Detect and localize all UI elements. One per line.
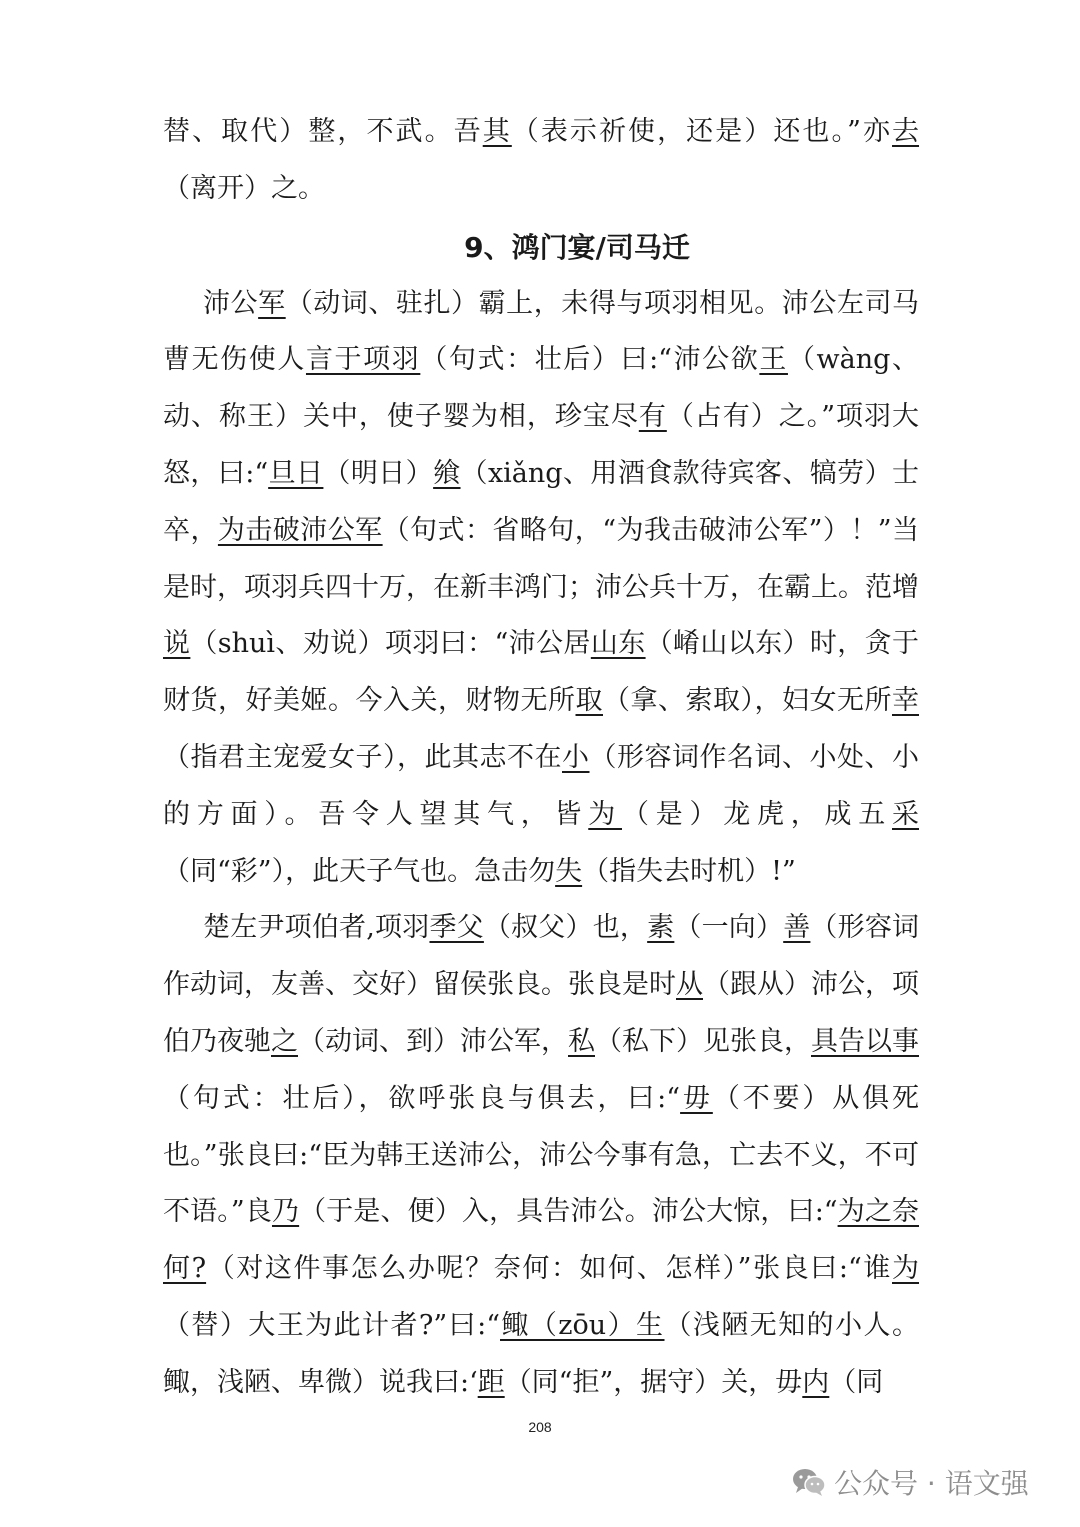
- text-run: （私下）见张良，: [595, 1025, 811, 1057]
- text-run: （不要）从俱死也。”张良曰:“臣为韩王送沛公，沛公今事有急，亡去不义，不可不语。”良: [163, 1082, 920, 1228]
- watermark-text: 公众号 · 语文强: [834, 1467, 1029, 1500]
- annotated-term: 去: [892, 116, 920, 147]
- annotated-term: 为: [892, 1253, 920, 1285]
- text-run: （一向）: [674, 912, 784, 944]
- text-run: 替、取代）整，不武。吾: [163, 116, 483, 147]
- text-run: （动词、到）沛公军，: [298, 1025, 568, 1057]
- text-run: （wàng、动、称王）关中，使子婴为相，珍宝尽: [163, 344, 920, 433]
- annotated-term: 取: [575, 685, 603, 717]
- text-run: （表示祈使，还是）还也。”亦: [511, 116, 893, 147]
- text-run: （明日）: [323, 457, 434, 489]
- annotated-term: 有: [638, 401, 667, 433]
- annotated-term: 小: [562, 741, 590, 773]
- text-run: （句式：壮后）曰:“沛公欲: [420, 344, 760, 376]
- text-run: （跟从）沛公，项伯乃夜驰: [163, 969, 919, 1057]
- text-run: （shuì、劝说）项羽曰：“沛公居: [190, 628, 591, 660]
- annotated-term: 私: [568, 1025, 595, 1057]
- annotated-term: 之: [271, 1025, 298, 1057]
- annotated-term: 季父: [429, 912, 484, 944]
- annotated-term: 素: [647, 912, 675, 944]
- annotated-term: 飨: [433, 457, 461, 489]
- text-run: 沛公: [203, 287, 259, 319]
- paragraph-1: [163, 276, 919, 901]
- annotated-term: 幸: [892, 685, 919, 717]
- watermark: [792, 1462, 1029, 1502]
- text-run: （句式：省略句，“为我击破沛公军”）！”当是时，项羽兵四十万，在新丰鸿门；沛公兵十万，在霸上。范增: [163, 514, 920, 603]
- annotated-term: 失: [555, 855, 583, 887]
- annotated-term: 毋: [680, 1082, 713, 1114]
- text-run: （同“拒”，据守）关，毋: [504, 1366, 803, 1398]
- annotated-term: 具告以事: [811, 1025, 919, 1057]
- annotated-term: 距: [477, 1366, 505, 1398]
- text-run: （对这件事怎么办呢？奈何：如何、怎样）”张良曰:“谁: [206, 1253, 893, 1285]
- annotated-term: 为之奈何?: [163, 1196, 919, 1285]
- annotated-term: 说: [163, 628, 191, 660]
- text-run: （句式：壮后），欲呼张良与俱去，曰:“: [163, 1082, 681, 1114]
- text-run: （叔父）也，: [483, 912, 648, 944]
- annotated-term: 为击破沛公军: [217, 514, 383, 546]
- wechat-icon: [792, 1467, 826, 1497]
- annotated-term: 山东: [590, 628, 646, 660]
- annotated-term: 旦日: [268, 457, 324, 489]
- annotated-term: 为: [588, 798, 622, 830]
- annotated-term: 善: [783, 912, 811, 944]
- text-run: （替）大王为此计者?”曰:“: [163, 1309, 500, 1341]
- annotated-term: 乃: [271, 1196, 300, 1228]
- page-number: 208: [528, 1419, 552, 1435]
- annotated-term: 从: [676, 969, 703, 1001]
- annotated-term: 军: [258, 287, 286, 319]
- section-title: 9、鸿门宴/司马迁: [464, 230, 690, 264]
- annotated-term: 鲰（zōu）生: [500, 1309, 665, 1341]
- annotated-term: 言于项羽: [305, 344, 421, 376]
- text-run: （同: [829, 1366, 884, 1398]
- text-run: （崤山以东）时，贪于财货，好美姬。今入关，财物无所: [163, 628, 920, 717]
- annotated-term: 其: [482, 116, 512, 147]
- text-run: （占有）之。”项羽大怒，曰:“: [163, 401, 920, 489]
- text-run: 楚左尹项伯者,项羽: [203, 912, 430, 944]
- text-run: （于是、便）入，具告沛公。沛公大惊，曰:“: [299, 1196, 838, 1228]
- paragraph-continued: [163, 104, 919, 218]
- annotated-term: 王: [759, 344, 788, 376]
- text-run: （形容词作动词，友善、交好）留侯张良。张良是时: [163, 912, 920, 1001]
- paragraph-2: [163, 900, 919, 1411]
- document-body: [163, 104, 919, 1412]
- text-run: （浅陋无知的小人。鲰，浅陋、卑微）说我曰:‘: [163, 1309, 919, 1398]
- text-run: （离开）之。: [163, 172, 325, 204]
- text-run: （拿、索取），妇女无所: [603, 685, 892, 717]
- text-run: （指君主宠爱女子），此其志不在: [163, 741, 562, 773]
- text-run: （动词、驻扎）霸上，未得与项羽相见。沛公左司马曹无伤使人: [163, 287, 920, 376]
- text-run: （xiǎng、用酒食款待宾客、犒劳）士卒，: [163, 457, 920, 546]
- annotated-term: 内: [802, 1366, 830, 1398]
- text-run: （是）龙虎，成五: [622, 798, 892, 830]
- annotated-term: 采: [892, 798, 919, 830]
- text-run: （指失去时机）!”: [582, 855, 796, 887]
- text-run: （形容词作名词、小处、小的方面）。吾令人望其气，皆: [163, 741, 919, 830]
- text-run: （同“彩”），此天子气也。急击勿: [163, 855, 556, 887]
